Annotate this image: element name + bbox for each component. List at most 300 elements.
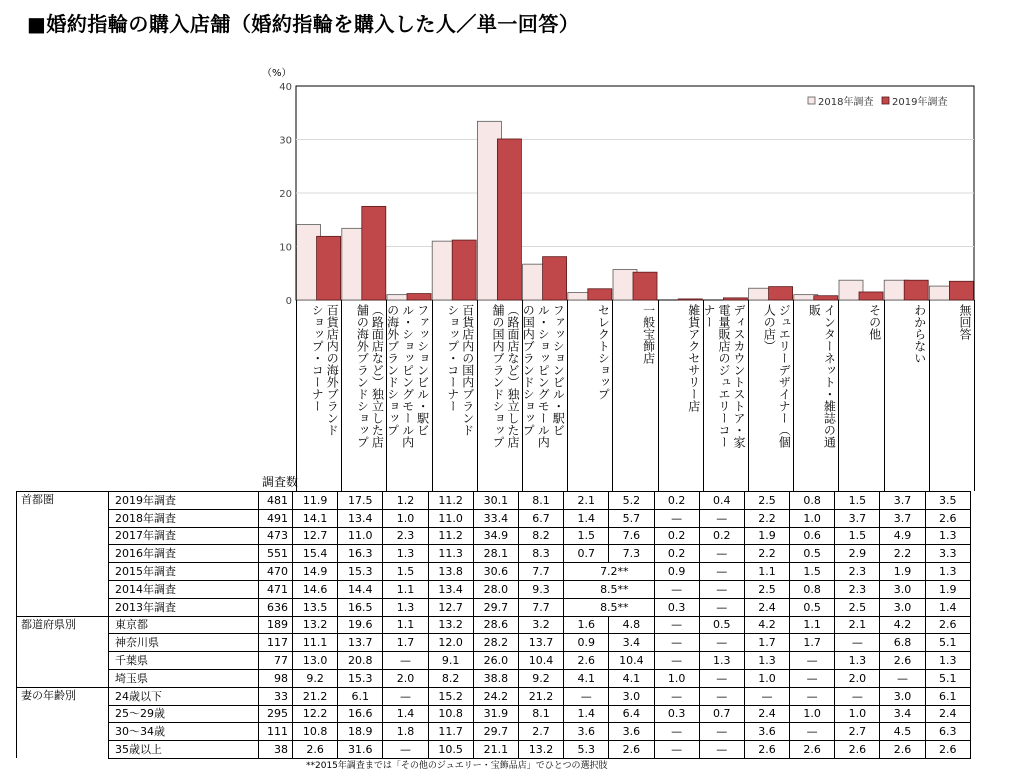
bar-2019-10 [723, 298, 747, 300]
value-cell: 13.2 [518, 741, 563, 759]
value-cell: 9.2 [518, 669, 563, 687]
y-tick-label: 0 [285, 296, 292, 307]
value-cell: 4.2 [744, 616, 789, 634]
row-label: 2019年調査 [109, 492, 259, 510]
sample-count: 295 [259, 705, 293, 723]
value-cell: 0.3 [654, 598, 699, 616]
value-cell: 1.3 [835, 652, 880, 670]
sample-count: 111 [259, 723, 293, 741]
table-row [17, 545, 971, 563]
value-cell: 21.2 [518, 687, 563, 705]
value-cell: — [654, 687, 699, 705]
value-cell: 12.7 [428, 598, 473, 616]
value-cell: 12.7 [293, 527, 338, 545]
row-label: 30～34歳 [109, 723, 259, 741]
bar-2019-13 [859, 292, 883, 300]
data-table [16, 491, 971, 759]
bar-2019-8 [633, 272, 657, 300]
y-tick-label: 30 [279, 135, 292, 147]
group-label: 首都圏 [17, 492, 109, 617]
sample-count-header: 調査数 [262, 475, 299, 489]
value-cell: 0.8 [790, 492, 835, 510]
value-cell: — [699, 563, 744, 581]
value-cell: — [699, 741, 744, 759]
value-cell: 3.6 [744, 723, 789, 741]
value-cell: 17.5 [338, 492, 383, 510]
value-cell: 2.3 [835, 580, 880, 598]
column-label-6: ファッションビル・駅ビ ル・ショッピングモール内 の国内ブランドショップ [521, 304, 566, 448]
value-cell: 2.9 [835, 545, 880, 563]
value-cell: 21.2 [293, 687, 338, 705]
y-tick-label: 10 [279, 242, 292, 254]
value-cell: 1.5 [564, 527, 609, 545]
value-cell: 1.1 [744, 563, 789, 581]
value-cell: 7.6 [609, 527, 654, 545]
column-label-13: その他 [867, 304, 882, 340]
value-cell: 11.0 [428, 509, 473, 527]
table-row [17, 598, 971, 616]
value-cell: 29.7 [473, 723, 518, 741]
column-label-12: インターネット・雑誌の通 販 [807, 304, 837, 448]
sample-count: 636 [259, 598, 293, 616]
row-label: 2014年調査 [109, 580, 259, 598]
value-cell: 0.2 [654, 545, 699, 563]
value-cell: 3.4 [609, 634, 654, 652]
value-cell: 3.6 [609, 723, 654, 741]
value-cell: 6.1 [925, 687, 970, 705]
value-cell: — [790, 669, 835, 687]
value-cell: 1.9 [925, 580, 970, 598]
bar-2019-5 [497, 139, 521, 300]
value-cell: 2.6 [790, 741, 835, 759]
value-cell: 30.1 [473, 492, 518, 510]
page-title: ■婚約指輪の購入店舗（婚約指輪を購入した人／単一回答） [27, 12, 580, 36]
value-cell: 3.7 [880, 492, 925, 510]
value-cell: 2.2 [880, 545, 925, 563]
value-cell: 10.4 [609, 652, 654, 670]
value-cell: — [790, 652, 835, 670]
sample-count: 473 [259, 527, 293, 545]
value-cell: 1.0 [383, 509, 428, 527]
value-cell: 24.2 [473, 687, 518, 705]
column-label-10: ディスカウントストア・家 電量販店のジュエリーコー ナー [701, 304, 746, 448]
value-cell: 1.4 [564, 705, 609, 723]
value-cell: 2.6 [925, 509, 970, 527]
value-cell: — [699, 598, 744, 616]
value-cell: 7.2** [564, 563, 654, 581]
value-cell: — [699, 634, 744, 652]
value-cell: 3.0 [880, 598, 925, 616]
value-cell: 6.8 [880, 634, 925, 652]
row-label: 2018年調査 [109, 509, 259, 527]
value-cell: 0.3 [654, 705, 699, 723]
value-cell: — [790, 687, 835, 705]
value-cell: 18.9 [338, 723, 383, 741]
value-cell: 1.3 [383, 598, 428, 616]
value-cell: 0.9 [564, 634, 609, 652]
value-cell: 15.4 [293, 545, 338, 563]
value-cell: 8.2 [428, 669, 473, 687]
value-cell: 4.9 [880, 527, 925, 545]
value-cell: 2.5 [744, 492, 789, 510]
value-cell: — [699, 545, 744, 563]
value-cell: 2.6 [564, 652, 609, 670]
value-cell: 2.4 [744, 598, 789, 616]
label-column-separators [297, 300, 975, 491]
bar-2019-14 [904, 280, 928, 300]
value-cell: — [880, 669, 925, 687]
value-cell: 15.2 [428, 687, 473, 705]
value-cell: 0.7 [564, 545, 609, 563]
row-label: 神奈川県 [109, 634, 259, 652]
value-cell: 13.0 [293, 652, 338, 670]
value-cell: 2.3 [835, 563, 880, 581]
value-cell: 8.5** [564, 580, 654, 598]
table-row [17, 723, 971, 741]
value-cell: — [383, 741, 428, 759]
value-cell: 13.2 [428, 616, 473, 634]
table-row [17, 705, 971, 723]
value-cell: 14.6 [293, 580, 338, 598]
column-label-2: （路面店など）独立した店 舗の海外ブランドショップ [355, 304, 385, 448]
value-cell: 1.0 [790, 509, 835, 527]
table-row [17, 741, 971, 759]
value-cell: — [564, 687, 609, 705]
value-cell: 1.1 [790, 616, 835, 634]
bar-2019-9 [678, 299, 702, 300]
sample-count: 77 [259, 652, 293, 670]
value-cell: 1.0 [744, 669, 789, 687]
value-cell: 3.2 [518, 616, 563, 634]
table-row [17, 492, 971, 510]
value-cell: 2.6 [925, 741, 970, 759]
sample-count: 491 [259, 509, 293, 527]
value-cell: — [744, 687, 789, 705]
sample-count: 470 [259, 563, 293, 581]
value-cell: 15.3 [338, 563, 383, 581]
row-label: 千葉県 [109, 652, 259, 670]
value-cell: 28.6 [473, 616, 518, 634]
value-cell: 7.7 [518, 598, 563, 616]
sample-count: 551 [259, 545, 293, 563]
value-cell: 11.2 [428, 527, 473, 545]
value-cell: — [654, 652, 699, 670]
value-cell: 1.7 [383, 634, 428, 652]
legend-label-2019: 2019年調査 [892, 97, 948, 108]
value-cell: 31.9 [473, 705, 518, 723]
value-cell: 38.8 [473, 669, 518, 687]
value-cell: 0.2 [654, 527, 699, 545]
value-cell: 1.4 [383, 705, 428, 723]
value-cell: 2.3 [383, 527, 428, 545]
value-cell: 2.5 [835, 598, 880, 616]
value-cell: 0.2 [699, 527, 744, 545]
value-cell: 7.7 [518, 563, 563, 581]
value-cell: 13.4 [338, 509, 383, 527]
value-cell: 11.0 [338, 527, 383, 545]
bar-2019-1 [317, 236, 341, 300]
value-cell: 6.4 [609, 705, 654, 723]
value-cell: 2.4 [925, 705, 970, 723]
value-cell: 13.2 [293, 616, 338, 634]
legend-swatch-2019 [882, 97, 889, 104]
value-cell: 14.4 [338, 580, 383, 598]
bar-2019-3 [407, 294, 431, 300]
value-cell: 28.1 [473, 545, 518, 563]
bar-2019-12 [814, 296, 838, 300]
value-cell: 9.3 [518, 580, 563, 598]
value-cell: 0.2 [654, 492, 699, 510]
value-cell: 8.3 [518, 545, 563, 563]
value-cell: 1.4 [925, 598, 970, 616]
value-cell: — [654, 634, 699, 652]
value-cell: 11.2 [428, 492, 473, 510]
value-cell: 5.2 [609, 492, 654, 510]
row-label: 25～29歳 [109, 705, 259, 723]
table-row [17, 634, 971, 652]
value-cell: 13.7 [518, 634, 563, 652]
table-row [17, 527, 971, 545]
value-cell: 1.7 [790, 634, 835, 652]
value-cell: — [383, 687, 428, 705]
bar-2019-4 [452, 240, 476, 300]
value-cell: 13.5 [293, 598, 338, 616]
value-cell: 2.6 [293, 741, 338, 759]
value-cell: 1.0 [790, 705, 835, 723]
table-row [17, 509, 971, 527]
value-cell: — [654, 509, 699, 527]
legend-label-2018: 2018年調査 [818, 97, 874, 108]
value-cell: 2.6 [925, 616, 970, 634]
footnote: **2015年調査までは「その他のジュエリー・宝飾品店」でひとつの選択肢 [306, 761, 608, 771]
value-cell: 3.7 [880, 509, 925, 527]
y-tick-label: 40 [279, 82, 292, 93]
value-cell: 14.9 [293, 563, 338, 581]
column-label-7: セレクトショップ [596, 304, 611, 400]
value-cell: 13.4 [428, 580, 473, 598]
value-cell: 13.7 [338, 634, 383, 652]
value-cell: 19.6 [338, 616, 383, 634]
value-cell: 4.2 [880, 616, 925, 634]
value-cell: 1.3 [925, 527, 970, 545]
value-cell: 12.2 [293, 705, 338, 723]
sample-count: 471 [259, 580, 293, 598]
value-cell: — [790, 723, 835, 741]
value-cell: 2.6 [744, 741, 789, 759]
table-row [17, 669, 971, 687]
y-tick-label: 20 [279, 189, 292, 200]
value-cell: 9.1 [428, 652, 473, 670]
value-cell: 1.7 [744, 634, 789, 652]
value-cell: — [699, 669, 744, 687]
value-cell: — [654, 616, 699, 634]
table-row [17, 687, 971, 705]
value-cell: 3.0 [609, 687, 654, 705]
value-cell: 5.1 [925, 634, 970, 652]
value-cell: 5.1 [925, 669, 970, 687]
value-cell: — [699, 509, 744, 527]
row-label: 2013年調査 [109, 598, 259, 616]
value-cell: 29.7 [473, 598, 518, 616]
value-cell: 0.9 [654, 563, 699, 581]
value-cell: 4.8 [609, 616, 654, 634]
bar-2019-2 [362, 206, 386, 300]
table-row [17, 616, 971, 634]
value-cell: — [654, 580, 699, 598]
value-cell: 34.9 [473, 527, 518, 545]
value-cell: 1.5 [790, 563, 835, 581]
chart-grid [296, 86, 974, 300]
column-label-3: ファッションビル・駅ビ ル・ショッピングモール内 の海外ブランドショップ [385, 304, 430, 448]
value-cell: 2.6 [880, 741, 925, 759]
value-cell: 2.0 [835, 669, 880, 687]
value-cell: — [654, 723, 699, 741]
value-cell: 1.5 [835, 527, 880, 545]
value-cell: 1.3 [383, 545, 428, 563]
value-cell: — [699, 723, 744, 741]
value-cell: 6.3 [925, 723, 970, 741]
table-row [17, 580, 971, 598]
column-label-14: わからない [912, 304, 927, 364]
value-cell: 2.7 [518, 723, 563, 741]
value-cell: 10.5 [428, 741, 473, 759]
value-cell: 1.1 [383, 580, 428, 598]
value-cell: 0.5 [699, 616, 744, 634]
value-cell: 1.8 [383, 723, 428, 741]
row-label: 35歳以上 [109, 741, 259, 759]
value-cell: — [835, 687, 880, 705]
value-cell: 26.0 [473, 652, 518, 670]
column-label-4: 百貨店内の国内ブランド ショップ・コーナー [445, 304, 475, 436]
sample-count: 38 [259, 741, 293, 759]
value-cell: 3.0 [880, 580, 925, 598]
value-cell: 11.1 [293, 634, 338, 652]
value-cell: 4.5 [880, 723, 925, 741]
value-cell: 1.3 [925, 652, 970, 670]
value-cell: 0.5 [790, 598, 835, 616]
value-cell: 0.6 [790, 527, 835, 545]
value-cell: 4.1 [609, 669, 654, 687]
value-cell: 2.1 [835, 616, 880, 634]
value-cell: 2.2 [744, 545, 789, 563]
value-cell: 0.5 [790, 545, 835, 563]
value-cell: 1.0 [654, 669, 699, 687]
sample-count: 481 [259, 492, 293, 510]
value-cell: 2.1 [564, 492, 609, 510]
chart-legend [808, 95, 947, 108]
value-cell: 9.2 [293, 669, 338, 687]
y-axis-unit: （%） [262, 68, 292, 79]
row-label: 2017年調査 [109, 527, 259, 545]
row-label: 埼玉県 [109, 669, 259, 687]
value-cell: 1.5 [383, 563, 428, 581]
group-label: 妻の年齢別 [17, 687, 109, 758]
value-cell: 12.0 [428, 634, 473, 652]
value-cell: — [654, 741, 699, 759]
value-cell: 0.7 [699, 705, 744, 723]
value-cell: 7.3 [609, 545, 654, 563]
value-cell: — [699, 687, 744, 705]
bar-2019-7 [588, 289, 612, 300]
legend-swatch-2018 [808, 97, 815, 104]
column-label-9: 雑貨アクセサリー店 [686, 304, 701, 412]
value-cell: 2.0 [383, 669, 428, 687]
value-cell: 3.4 [880, 705, 925, 723]
table-row [17, 563, 971, 581]
bar-2019-6 [543, 257, 567, 300]
value-cell: — [699, 580, 744, 598]
y-axis [262, 67, 292, 307]
value-cell: 1.3 [699, 652, 744, 670]
table-row [17, 652, 971, 670]
value-cell: 8.1 [518, 492, 563, 510]
chart-bars [297, 121, 974, 300]
value-cell: 2.5 [744, 580, 789, 598]
column-label-5: （路面店など）独立した店 舗の国内ブランドショップ [490, 304, 520, 448]
value-cell: 11.3 [428, 545, 473, 563]
value-cell: 8.1 [518, 705, 563, 723]
value-cell: 16.5 [338, 598, 383, 616]
value-cell: 1.9 [744, 527, 789, 545]
value-cell: 1.4 [564, 509, 609, 527]
value-cell: 0.4 [699, 492, 744, 510]
sample-count: 98 [259, 669, 293, 687]
value-cell: 33.4 [473, 509, 518, 527]
row-label: 2015年調査 [109, 563, 259, 581]
value-cell: 30.6 [473, 563, 518, 581]
value-cell: — [383, 652, 428, 670]
value-cell: 16.3 [338, 545, 383, 563]
value-cell: 11.9 [293, 492, 338, 510]
bar-2019-11 [769, 287, 793, 300]
value-cell: 15.3 [338, 669, 383, 687]
value-cell: 1.3 [744, 652, 789, 670]
column-label-15: 無回答 [957, 304, 972, 340]
value-cell: 3.7 [835, 509, 880, 527]
value-cell: 1.9 [880, 563, 925, 581]
value-cell: 16.6 [338, 705, 383, 723]
value-cell: 2.2 [744, 509, 789, 527]
value-cell: 2.6 [880, 652, 925, 670]
value-cell: 3.3 [925, 545, 970, 563]
value-cell: 5.7 [609, 509, 654, 527]
value-cell: 1.1 [383, 616, 428, 634]
value-cell: 31.6 [338, 741, 383, 759]
value-cell: 8.5** [564, 598, 654, 616]
column-label-8: 一般宝飾店 [641, 304, 656, 364]
value-cell: 1.2 [383, 492, 428, 510]
row-label: 2016年調査 [109, 545, 259, 563]
value-cell: 11.7 [428, 723, 473, 741]
value-cell: 14.1 [293, 509, 338, 527]
value-cell: 8.2 [518, 527, 563, 545]
sample-count: 33 [259, 687, 293, 705]
value-cell: 3.0 [880, 687, 925, 705]
value-cell: 20.8 [338, 652, 383, 670]
value-cell: 1.3 [925, 563, 970, 581]
value-cell: 4.1 [564, 669, 609, 687]
row-label: 24歳以下 [109, 687, 259, 705]
column-label-1: 百貨店内の海外ブランド ショップ・コーナー [310, 304, 340, 436]
value-cell: 28.2 [473, 634, 518, 652]
value-cell: 10.4 [518, 652, 563, 670]
value-cell: 1.5 [835, 492, 880, 510]
value-cell: 10.8 [293, 723, 338, 741]
value-cell: 2.7 [835, 723, 880, 741]
value-cell: 13.8 [428, 563, 473, 581]
group-label: 都道府県別 [17, 616, 109, 687]
value-cell: 0.8 [790, 580, 835, 598]
